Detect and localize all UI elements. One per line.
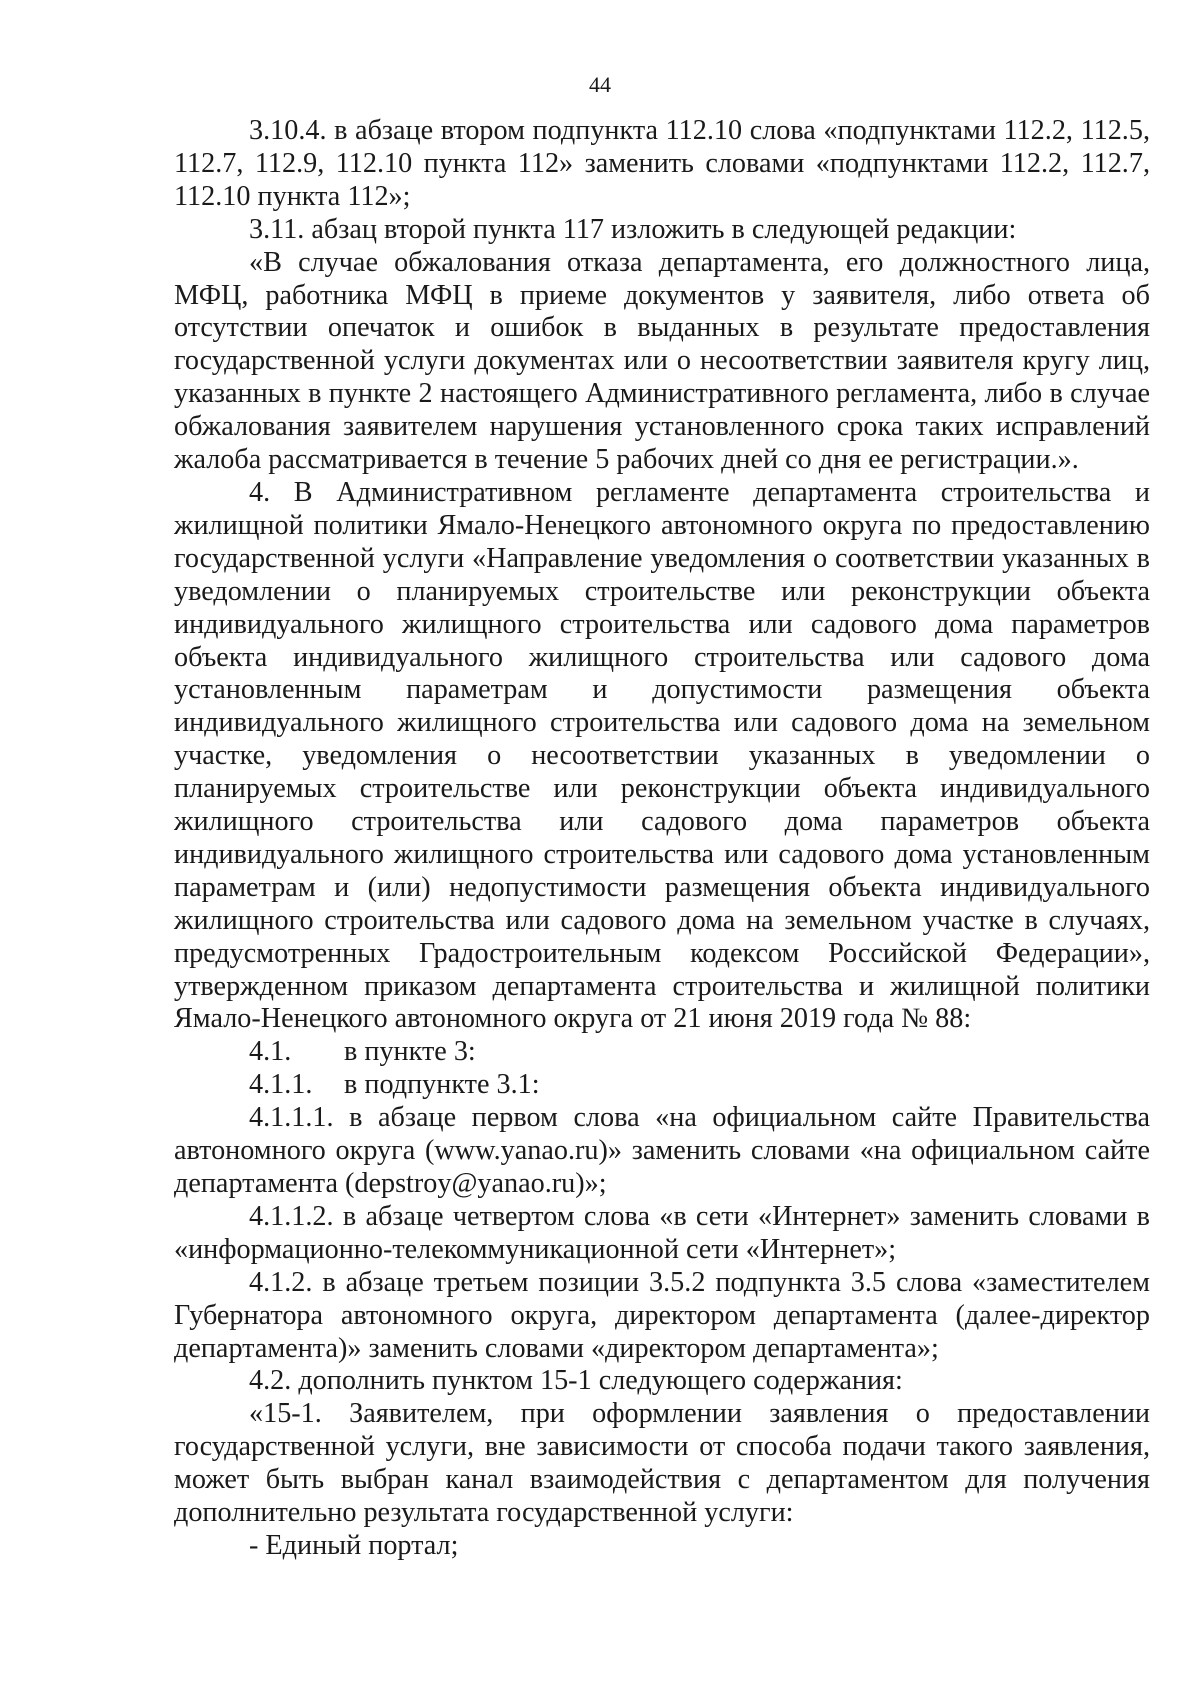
paragraph-4-1-1-2: 4.1.1.2. в абзаце четвертом слова «в сети «Интернет» заменить словами в «информационно-телекоммуникационной сети «Интернет»; [174, 1200, 1150, 1265]
paragraph-4: 4. В Административном регламенте департамента строительства и жилищной политики Ямало-Ненецкого автономного округа по предоставлению государственной услуги «Направление уведомления о соответствии указанных в уведомлении о планируемых строительстве или реконструкции объекта индивидуального жилищного строительства или садового дома параметров объекта индивидуального жилищного строительства или садового дома установленным параметрам и допустимости размещения объекта индивидуального жилищного строительства или садового дома на земельном участке, уведомления о несоответствии указанных в уведомлении о планируемых строительстве или реконструкции объекта индивидуального жилищного строительства или садового дома параметров объекта индивидуального жилищного строительства или садового дома установленным параметрам и (или) недопустимости размещения объекта индивидуального жилищного строительства или садового дома на земельном участке в случаях, предусмотренных Градостроительным кодексом Российской Федерации», утвержденном приказом департамента строительства и жилищной политики Ямало-Ненецкого автономного округа от 21 июня 2019 года № 88: [174, 476, 1150, 1035]
page-number: 44 [589, 72, 611, 97]
paragraph-4-1-2: 4.1.2. в абзаце третьем позиции 3.5.2 подпункта 3.5 слова «заместителем Губернатора автономного округа, директором департамента (далее-директор департамента)» заменить словами «директором департамента»; [174, 1266, 1150, 1364]
paragraph-4-1-1-1: 4.1.1.1. в абзаце первом слова «на официальном сайте Правительства автономного округа (www.yanao.ru)» заменить словами «на официальном сайте департамента (depstroy@yanao.ru)»; [174, 1102, 1150, 1199]
paragraph-3-10-4: 3.10.4. в абзаце втором подпункта 112.10 слова «подпунктами 112.2, 112.5, 112.7, 112.9, 112.10 пункта 112» заменить словами «подпунктами 112.2, 112.7, 112.10 пункта 112»; [174, 115, 1150, 212]
paragraph-3-11: 3.11. абзац второй пункта 117 изложить в следующей редакции: [249, 213, 1017, 245]
paragraph-15-1: «15-1. Заявителем, при оформлении заявления о предоставлении государственной услуги, вне зависимости от способа подачи такого заявления, может быть выбран канал взаимодействия с департаментом для получения дополнительно результата государственной услуги: [174, 1398, 1150, 1529]
item-number: 4.1. [249, 1036, 292, 1068]
item-text: в пункте 3: [344, 1036, 476, 1068]
item-4-1 [174, 1036, 1150, 1069]
paragraph-4-2: 4.2. дополнить пунктом 15-1 следующего содержания: [249, 1365, 903, 1397]
list-item-single-portal: - Единый портал; [249, 1529, 459, 1561]
document-body [174, 115, 1150, 1563]
item-4-1-1 [174, 1069, 1150, 1102]
item-text: в подпункте 3.1: [344, 1069, 540, 1101]
item-number: 4.1.1. [249, 1069, 313, 1101]
paragraph-quote-appeal: «В случае обжалования отказа департамента, его должностного лица, МФЦ, работника МФЦ в приеме документов у заявителя, либо ответа об отсутствии опечаток и ошибок в выданных в результате предоставления государственной услуги документах или о несоответствии заявителя кругу лиц, указанных в пункте 2 настоящего Административного регламента, либо в случае обжалования заявителем нарушения установленного срока таких исправлений жалоба рассматривается в течение 5 рабочих дней со дня ее регистрации.». [174, 246, 1150, 476]
